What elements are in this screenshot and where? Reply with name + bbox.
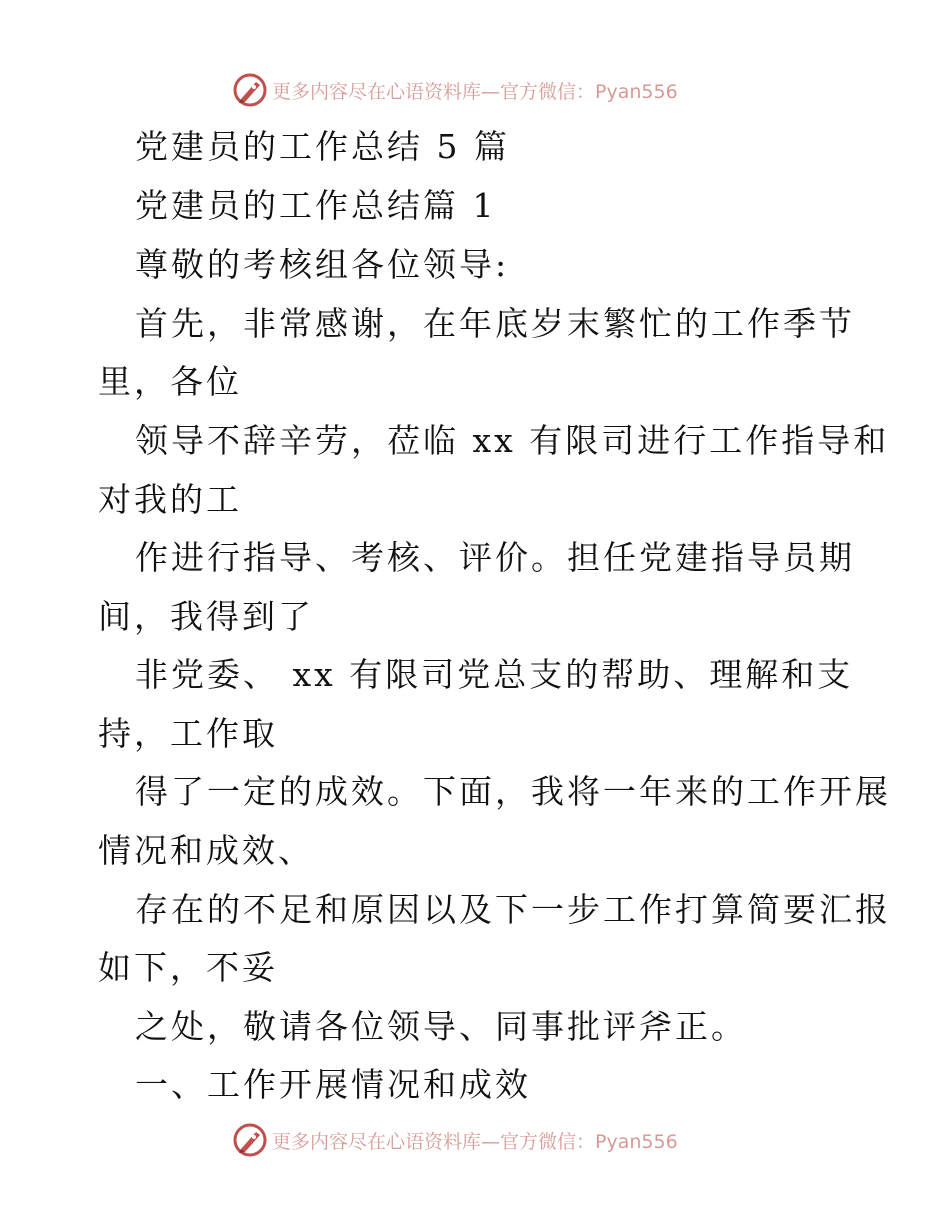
pen-circle-logo-icon (232, 1122, 268, 1158)
paragraph-line: 情况和成效、 (98, 831, 314, 870)
paragraph-line: 如下，不妥 (98, 948, 278, 987)
paragraph-line: 得了一定的成效。下面，我将一年来的工作开展 (135, 772, 891, 811)
paragraph-line: 对我的工 (98, 480, 242, 519)
paragraph-line: 作进行指导、考核、评价。担任党建指导员期 (135, 538, 855, 577)
paragraph-line: 之处，敬请各位领导、同事批评斧正。 (135, 1007, 747, 1046)
paragraph-line: 间，我得到了 (98, 597, 314, 636)
paragraph-line: 里，各位 (98, 362, 242, 401)
paragraph-line: 首先，非常感谢，在年底岁末繁忙的工作季节 (135, 304, 855, 343)
header-watermark (232, 70, 752, 110)
paragraph-line: 领导不辞辛劳，莅临 xx 有限司进行工作指导和 (135, 421, 890, 460)
section-heading: 党建员的工作总结篇 1 (135, 186, 497, 225)
footer-watermark (232, 1120, 752, 1160)
document-title: 党建员的工作总结 5 篇 (135, 127, 510, 166)
paragraph-line: 持，工作取 (98, 714, 278, 753)
pen-circle-logo-icon (232, 72, 268, 108)
watermark-text: 更多内容尽在心语资料库—官方微信：Pyan556 (272, 80, 678, 103)
salutation: 尊敬的考核组各位领导: (135, 245, 510, 284)
watermark-text: 更多内容尽在心语资料库—官方微信：Pyan556 (272, 1130, 678, 1153)
subsection-heading: 一、工作开展情况和成效 (135, 1065, 531, 1104)
paragraph-line: 存在的不足和原因以及下一步工作打算简要汇报 (135, 890, 891, 929)
paragraph-line: 非党委、 xx 有限司党总支的帮助、理解和支 (135, 655, 854, 694)
